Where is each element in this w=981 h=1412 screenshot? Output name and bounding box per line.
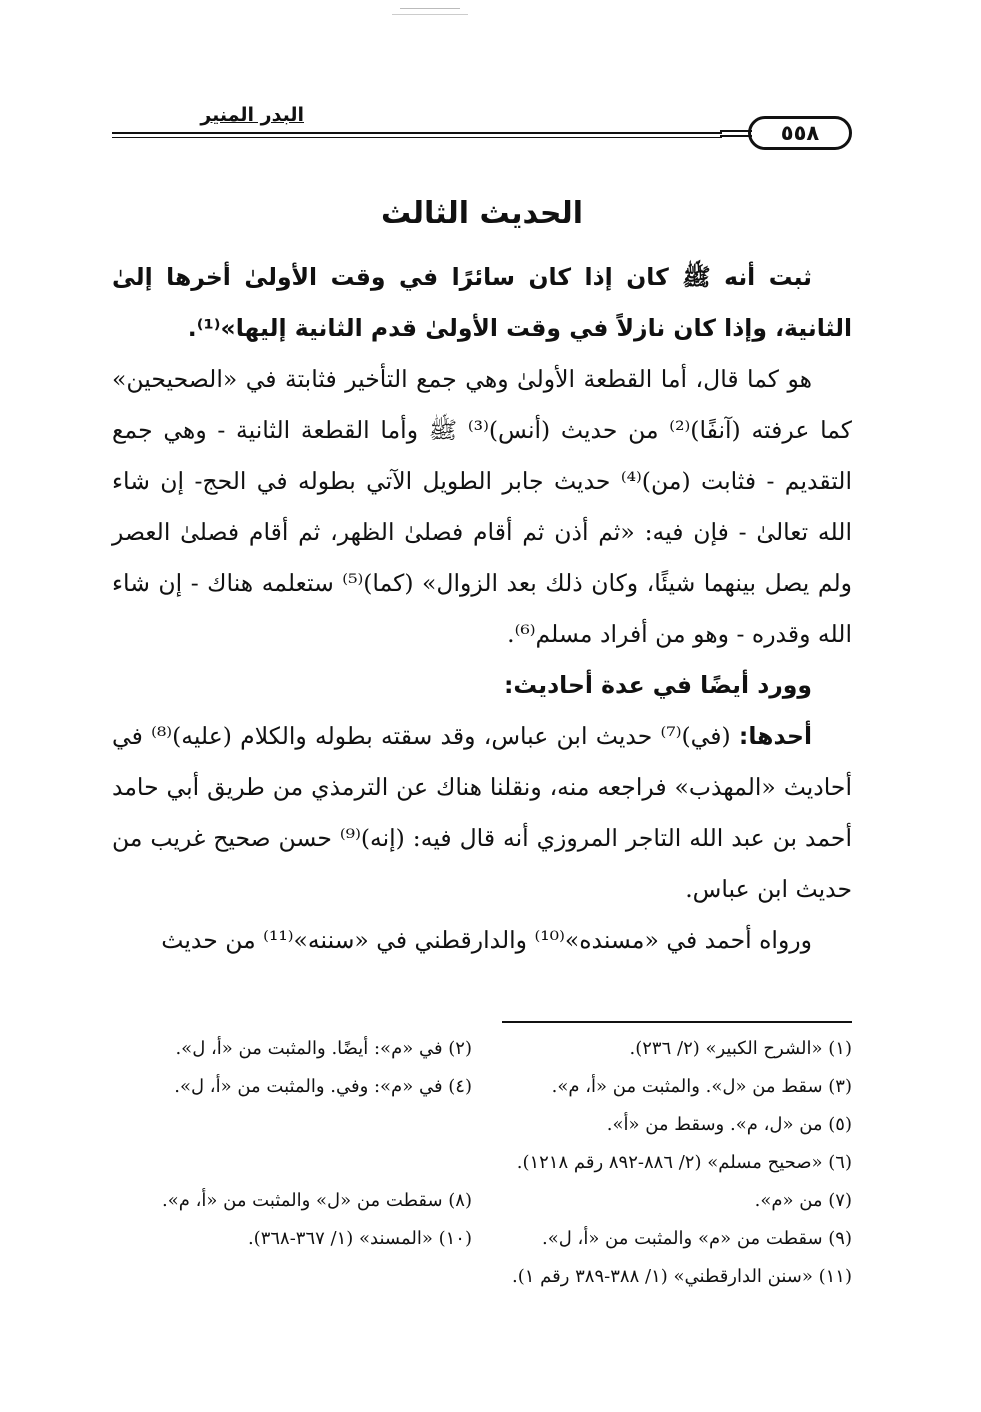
footnotes <box>112 1030 852 1296</box>
footnote-line <box>112 1182 852 1220</box>
footnote: (٥) من «ل، م». وسقط من «أ». <box>606 1114 852 1135</box>
paragraph <box>112 711 852 915</box>
paragraph-text: هو كما قال، أما القطعة الأولىٰ وهي جمع التأخير فثابتة في «الصحيحين» كما عرفته (آنفًا)⁽²⁾ من حديث (أنس)⁽³⁾ ﷺ وأما القطعة الثانية - وهي جمع التقديم - فثابت (من)⁽⁴⁾ حديث جابر الطويل الآتي بطوله في الحج- إن شاء الله تعالىٰ - فإن فيه: «ثم أذن ثم أقام فصلىٰ الظهر، ثم أقام فصلىٰ العصر ولم يصل بينهما شيئًا، وكان ذلك بعد الزوال» (كما)⁽⁵⁾ ستعلمه هناك - إن شاء الله وقدره - وهو من أفراد مسلم⁽⁶⁾. <box>112 365 852 648</box>
book-title: البدر المنير <box>200 104 304 126</box>
header-rule <box>112 132 722 141</box>
page-header <box>112 104 852 158</box>
footnote: (٤) في «م»: وفي. والمثبت من «أ، ل». <box>174 1076 472 1097</box>
paragraph-text: وورد أيضًا في عدة أحاديث: <box>503 671 812 699</box>
footnote-line <box>112 1030 852 1068</box>
footnote-separator <box>502 1021 852 1023</box>
footnote: (٩) سقطت من «م» والمثبت من «أ، ل». <box>541 1228 852 1249</box>
paragraph <box>112 660 852 711</box>
paragraph-text: ثبت أنه ﷺ كان إذا كان سائرًا في وقت الأولىٰ أخرها إلىٰ الثانية، وإذا كان نازلاً في وقت الأولىٰ قدم الثانية إليها»⁽¹⁾. <box>112 263 852 342</box>
footnote: (٦) «صحيح مسلم» (٢/ ٨٨٦-٨٩٢ رقم ١٢١٨). <box>516 1152 852 1173</box>
footnote-line <box>112 1106 852 1144</box>
footnote: (٢) في «م»: أيضًا. والمثبت من «أ، ل». <box>175 1038 472 1059</box>
paragraph <box>112 252 852 354</box>
body-text <box>112 252 852 966</box>
footnote-line <box>112 1068 852 1106</box>
footnote-line <box>112 1144 852 1182</box>
paragraph-text: ورواه أحمد في «مسنده»⁽¹⁰⁾ والدارقطني في «سننه»⁽¹¹⁾ من حديث <box>161 926 812 954</box>
top-mark <box>400 8 460 9</box>
paragraph <box>112 915 852 966</box>
paragraph <box>112 354 852 660</box>
footnote: (٨) سقطت من «ل» والمثبت من «أ، م». <box>161 1190 472 1211</box>
footnote-line <box>112 1258 852 1296</box>
footnote: (٣) سقط من «ل». والمثبت من «أ، م». <box>551 1076 852 1097</box>
footnote: (٧) من «م». <box>754 1190 852 1211</box>
footnote-line <box>112 1220 852 1258</box>
top-mark <box>392 14 468 15</box>
page-number: ٥٥٨ <box>748 116 852 150</box>
footnote: (١١) «سنن الدارقطني» (١/ ٣٨٨-٣٨٩ رقم ١). <box>511 1266 852 1287</box>
paragraph-text: (في)⁽⁷⁾ حديث ابن عباس، وقد سقته بطوله والكلام (عليه)⁽⁸⁾ في أحاديث «المهذب» فراجعه منه، ونقلنا هناك عن الترمذي من طريق أبي حامد أحمد بن عبد الله التاجر المروزي أنه قال فيه: (إنه)⁽⁹⁾ حسن صحيح غريب من حديث ابن عباس. <box>112 722 852 903</box>
paragraph-lead: أحدها: <box>738 722 813 750</box>
footnote: (١) «الشرح الكبير» (٢/ ٢٣٦). <box>629 1038 852 1059</box>
footnote: (١٠) «المسند» (١/ ٣٦٧-٣٦٨). <box>247 1228 472 1249</box>
chapter-title: الحديث الثالث <box>380 196 584 231</box>
